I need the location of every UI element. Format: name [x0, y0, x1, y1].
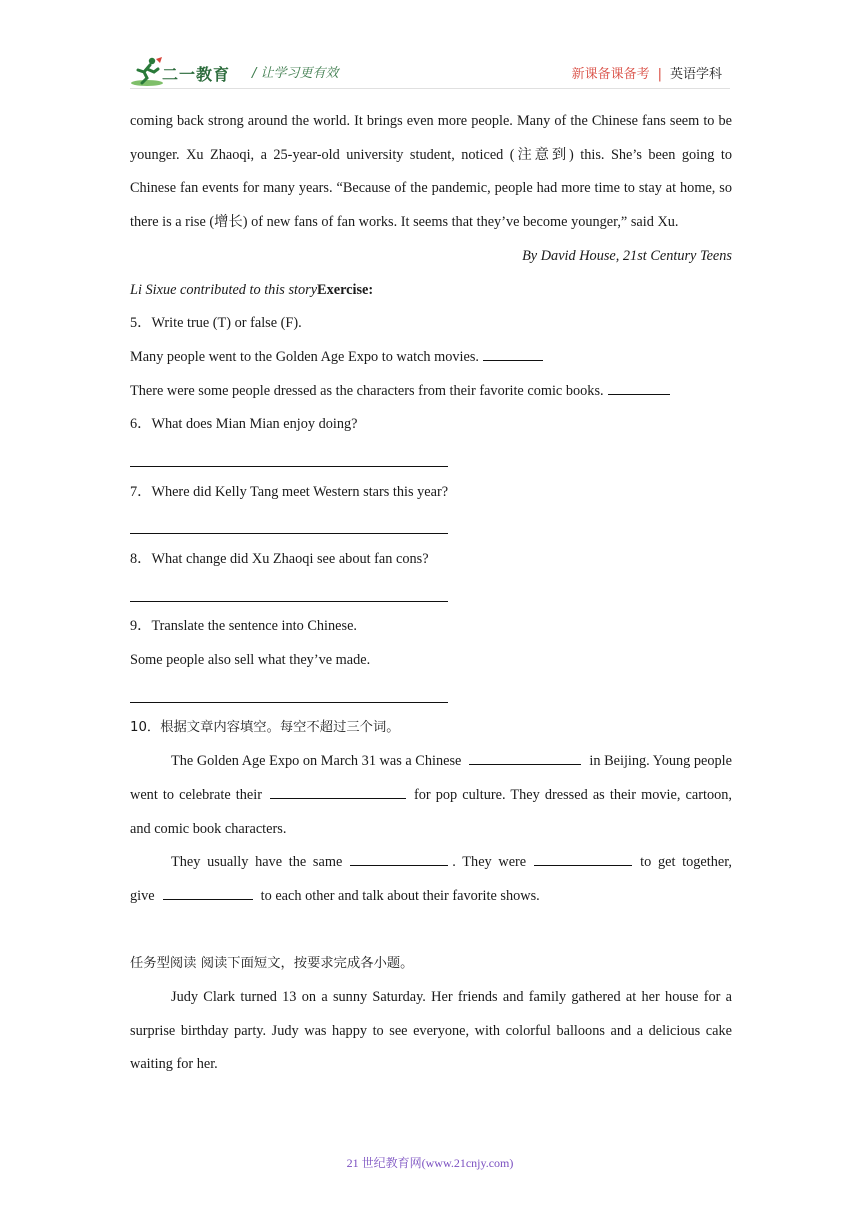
q5-statement-2 [130, 375, 732, 409]
q8-answer-line[interactable] [130, 577, 732, 611]
q5-prompt: 5．Write true (T) or false (F). [130, 315, 302, 332]
q10-text: . They were [452, 854, 527, 871]
task-paragraph: Judy Clark turned 13 on a sunny Saturday. Her friends and family gathered at her house for a surprise birthday party. Judy was happy to see everyone, with colorful balloons and a delicious cake waiting for her. [130, 989, 732, 1073]
answer-blank[interactable] [270, 797, 406, 799]
answer-blank[interactable] [350, 864, 448, 866]
header-separator: | [657, 67, 662, 82]
q10-paragraph-1 [130, 745, 732, 846]
spacer [130, 914, 732, 948]
document-body [130, 105, 732, 1082]
q6-answer-line[interactable] [130, 442, 732, 476]
exercise-label: Exercise: [317, 281, 374, 298]
byline: By David House, 21st Century Teens [522, 247, 732, 264]
passage-end: coming back strong around the world. It brings even more people. Many of the Chinese fans seem to be younger. Xu Zhaoqi, a 25-year-old university student, noticed (注意到) this. She’s been going to Chinese fan events for many years. “Because of the pandemic, people had more time to stay at home, so there is a rise (增长) of new fans of fan works. It seems that they’ve become younger,” said Xu. [130, 113, 732, 231]
q5-s2-text: There were some people dressed as the characters from their favorite comic books. [130, 382, 604, 399]
q10-prompt: 10．根据文章内容填空。每空不超过三个词。 [130, 720, 400, 736]
answer-blank[interactable] [608, 393, 670, 395]
q5-s1-text: Many people went to the Golden Age Expo to watch movies. [130, 348, 480, 365]
q5-statement-1 [130, 341, 732, 375]
credit-line [130, 274, 732, 308]
answer-blank[interactable] [469, 763, 581, 765]
q7-prompt: 7．Where did Kelly Tang meet Western stars this year? [130, 483, 449, 500]
q10-text: to get together, give [130, 854, 732, 904]
answer-blank[interactable] [163, 898, 253, 900]
task-title: 任务型阅读 阅读下面短文，按要求完成各小题。 [130, 956, 414, 972]
q8-prompt: 8．What change did Xu Zhaoqi see about fan cons? [130, 551, 429, 567]
runner-logo-icon [130, 56, 164, 88]
answer-blank[interactable] [483, 359, 543, 361]
header-subject [572, 63, 722, 82]
logo-text: 二一教育 [162, 65, 231, 84]
q10-text: to each other and talk about their favorite shows. [260, 887, 540, 904]
credit: Li Sixue contributed to this story [130, 281, 318, 298]
q10-paragraph-2 [130, 846, 732, 913]
q9-sentence: Some people also sell what they’ve made. [130, 652, 371, 669]
logo [130, 56, 240, 88]
q10-text: They usually have the same [171, 854, 343, 871]
slogan: / 让学习更有效 [252, 66, 339, 81]
page-footer: 21 世纪教育网(www.21cnjy.com) [346, 1156, 514, 1170]
header-course: 新课备课备考 [571, 67, 650, 82]
q6-prompt: 6．What does Mian Mian enjoy doing? [130, 416, 358, 433]
answer-blank[interactable] [534, 864, 632, 866]
q7-answer-line[interactable] [130, 509, 732, 543]
q9-answer-line[interactable] [130, 678, 732, 712]
q9-prompt: 9．Translate the sentence into Chinese. [130, 618, 357, 635]
header-subject-name: 英语学科 [669, 67, 722, 82]
q10-text: for pop culture. They dressed as their movie, cartoon, and comic book characters. [130, 786, 732, 837]
header-divider [130, 88, 730, 89]
q10-text: in Beijing. Young people went to celebrate their [130, 753, 732, 803]
q10-text: The Golden Age Expo on March 31 was a Chinese [171, 753, 462, 770]
page-header [130, 56, 730, 90]
